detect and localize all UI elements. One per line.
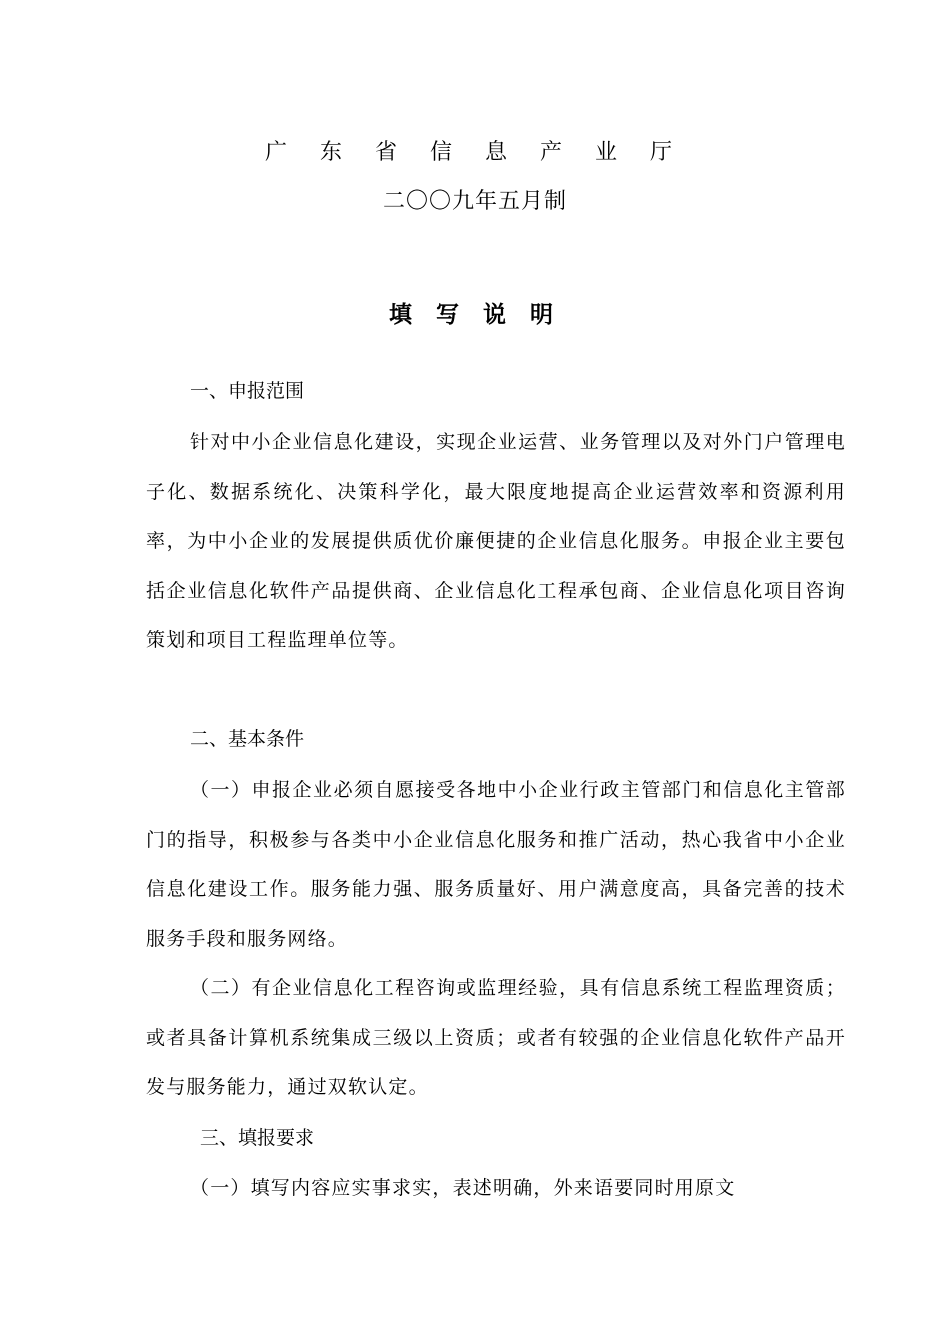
section-heading-scope: 一、申报范围 xyxy=(190,380,305,402)
section-requirements-paragraph-1: （一）填写内容应实事求实，表述明确，外来语要同时用原文 xyxy=(190,1177,736,1199)
issue-date: 二〇〇九年五月制 xyxy=(382,189,567,214)
section-conditions-paragraph-1: （一）申报企业必须自愿接受各地中小企业行政主管部门和信息化主管部门的指导，积极参与各类中小企业信息化服务和推广活动，热心我省中小企业信息化建设工作。服务能力强、服务质量好、用户满意度高，具备完善的技术服务手段和服务网络。 xyxy=(146,779,846,950)
section-scope-paragraph: 针对中小企业信息化建设，实现企业运营、业务管理以及对外门户管理电子化、数据系统化、决策科学化，最大限度地提高企业运营效率和资源利用率，为中小企业的发展提供质优价廉便捷的企业信息化服务。申报企业主要包括企业信息化软件产品提供商、企业信息化工程承包商、企业信息化项目咨询策划和项目工程监理单位等。 xyxy=(146,431,846,651)
issuing-organization: 广 东 省 信 息 产 业 厅 xyxy=(265,140,685,165)
section-heading-conditions: 二、基本条件 xyxy=(190,728,305,750)
section-heading-requirements: 三、填报要求 xyxy=(200,1127,315,1149)
document-title: 填 写 说 明 xyxy=(388,302,562,328)
section-conditions-paragraph-2: （二）有企业信息化工程咨询或监理经验，具有信息系统工程监理资质；或者具备计算机系统集成三级以上资质；或者有较强的企业信息化软件产品开发与服务能力，通过双软认定。 xyxy=(146,977,846,1098)
